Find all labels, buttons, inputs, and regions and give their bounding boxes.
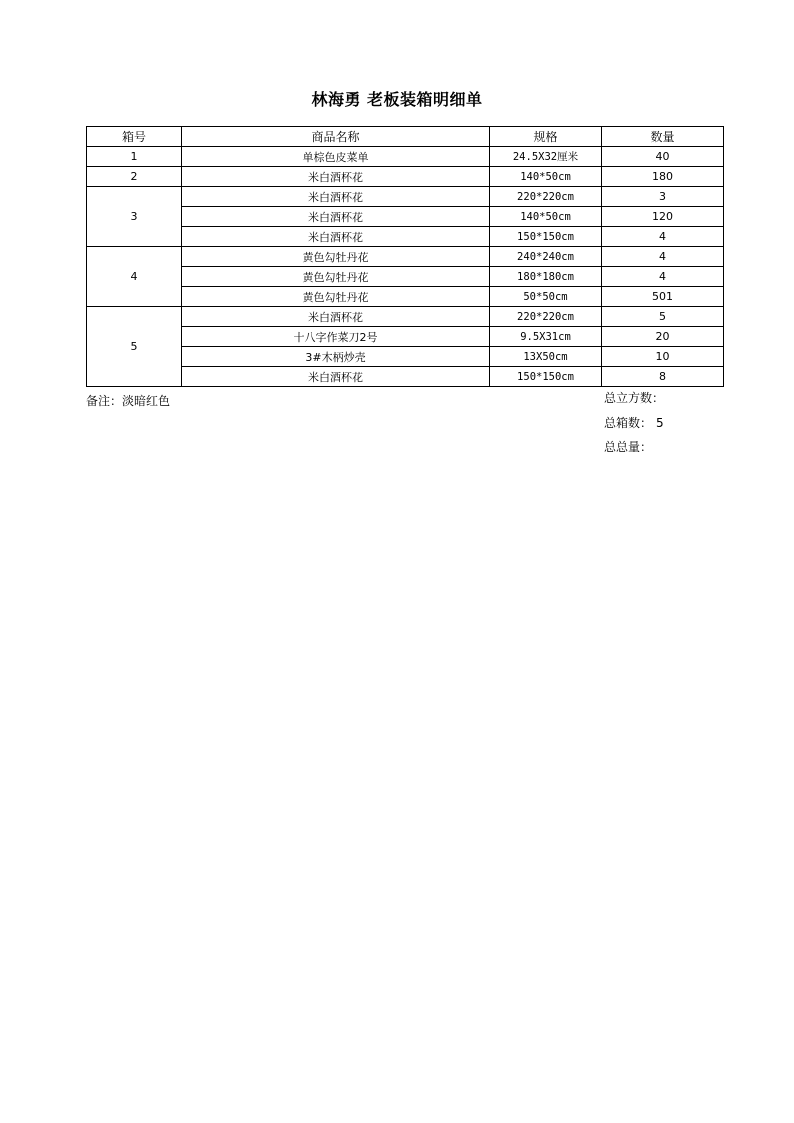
total-volume-line (604, 389, 668, 406)
spec-cell: 180*180cm (490, 267, 602, 287)
total-weight-label: 总总量： (604, 440, 653, 454)
product-name-cell: 米白酒杯花 (182, 207, 490, 227)
quantity-cell: 8 (602, 367, 724, 387)
table-row (87, 267, 724, 287)
spec-cell: 220*220cm (490, 307, 602, 327)
total-weight-line (604, 438, 656, 455)
table-row (87, 167, 724, 187)
spec-cell: 150*150cm (490, 367, 602, 387)
spec-cell: 13X50cm (490, 347, 602, 367)
box-number-cell: 5 (87, 307, 182, 387)
document-title: 林海勇 老板装箱明细单 (311, 90, 483, 109)
quantity-cell: 4 (602, 267, 724, 287)
quantity-cell: 120 (602, 207, 724, 227)
quantity-cell: 3 (602, 187, 724, 207)
quantity-cell: 5 (602, 307, 724, 327)
header-box-no: 箱号 (87, 127, 182, 147)
quantity-cell: 4 (602, 227, 724, 247)
remark-note: 备注：淡暗红色 (86, 394, 171, 408)
spec-cell: 240*240cm (490, 247, 602, 267)
table-row (87, 187, 724, 207)
product-name-cell: 米白酒杯花 (182, 307, 490, 327)
product-name-cell: 3#木柄炒壳 (182, 347, 490, 367)
table-row (87, 227, 724, 247)
total-boxes-label: 总箱数： (604, 416, 653, 430)
quantity-cell: 20 (602, 327, 724, 347)
header-spec: 规格 (490, 127, 602, 147)
box-number-cell: 1 (87, 147, 182, 167)
packing-list-table (86, 126, 724, 387)
spec-cell: 220*220cm (490, 187, 602, 207)
spec-cell: 9.5X31cm (490, 327, 602, 347)
table-row (87, 307, 724, 327)
table-row (87, 367, 724, 387)
product-name-cell: 米白酒杯花 (182, 227, 490, 247)
table-row (87, 207, 724, 227)
table-row (87, 247, 724, 267)
table-header-row (87, 127, 724, 147)
quantity-cell: 40 (602, 147, 724, 167)
product-name-cell: 黄色勾牡丹花 (182, 247, 490, 267)
table-row (87, 327, 724, 347)
product-name-cell: 米白酒杯花 (182, 167, 490, 187)
box-number-cell: 3 (87, 187, 182, 247)
box-number-cell: 2 (87, 167, 182, 187)
total-boxes-line (604, 414, 664, 431)
product-name-cell: 米白酒杯花 (182, 187, 490, 207)
quantity-cell: 4 (602, 247, 724, 267)
spec-cell: 150*150cm (490, 227, 602, 247)
spec-cell: 140*50cm (490, 207, 602, 227)
product-name-cell: 米白酒杯花 (182, 367, 490, 387)
spec-cell: 140*50cm (490, 167, 602, 187)
product-name-cell: 黄色勾牡丹花 (182, 267, 490, 287)
header-product-name: 商品名称 (182, 127, 490, 147)
product-name-cell: 十八字作菜刀2号 (182, 327, 490, 347)
spec-cell: 50*50cm (490, 287, 602, 307)
total-boxes-value: 5 (656, 416, 664, 430)
spec-cell: 24.5X32厘米 (490, 147, 602, 167)
product-name-cell: 单棕色皮菜单 (182, 147, 490, 167)
total-volume-label: 总立方数： (604, 391, 665, 405)
quantity-cell: 501 (602, 287, 724, 307)
table-row (87, 287, 724, 307)
table-row (87, 347, 724, 367)
quantity-cell: 10 (602, 347, 724, 367)
table-row (87, 147, 724, 167)
header-quantity: 数量 (602, 127, 724, 147)
product-name-cell: 黄色勾牡丹花 (182, 287, 490, 307)
quantity-cell: 180 (602, 167, 724, 187)
box-number-cell: 4 (87, 247, 182, 307)
